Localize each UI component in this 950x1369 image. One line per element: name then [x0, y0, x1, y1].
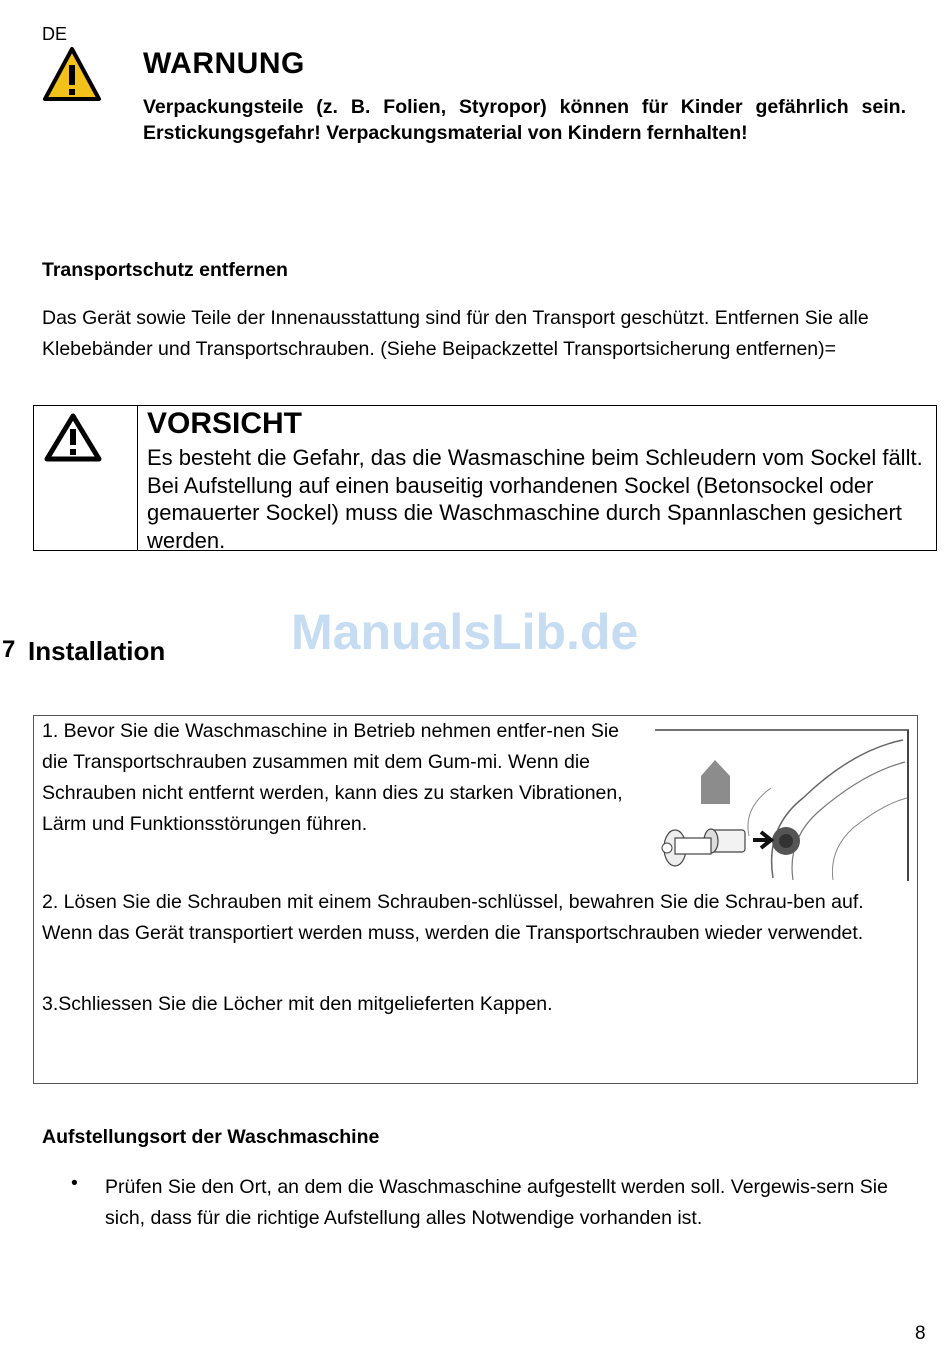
- installation-box: [33, 715, 918, 1084]
- watermark: ManualsLib.de: [291, 604, 639, 660]
- page-number: 8: [915, 1323, 926, 1344]
- transport-paragraph: Das Gerät sowie Teile der Innenausstattung sind für den Transport geschützt. Entfernen Sie alle Klebebänder und Transportschrauben. (Siehe Beipackzettel Transportsicherung entfernen)=: [42, 307, 869, 360]
- section-number: 7: [2, 636, 16, 663]
- warning-title: WARNUNG: [143, 47, 305, 80]
- section-title: Installation: [28, 636, 166, 666]
- language-label: DE: [42, 24, 68, 44]
- caution-triangle-icon: [43, 411, 103, 463]
- install-step-2: 2. Lösen Sie die Schrauben mit einem Schrauben-schlüssel, bewahren Sie die Schrau-ben auf. Wenn das Gerät transportiert werden muss, werden die Transportschrauben wieder verwendet.: [42, 891, 864, 944]
- caution-box: [33, 405, 937, 551]
- install-step-3: 3.Schliessen Sie die Löcher mit den mitgelieferten Kappen.: [42, 993, 553, 1015]
- caution-title: VORSICHT: [147, 407, 303, 440]
- caution-text: Es besteht die Gefahr, das die Wasmaschine beim Schleudern vom Sockel fällt. Bei Aufstellung auf einen bauseitig vorhandenen Sockel (Betonsockel oder gemauerter Sockel) muss die Waschmaschine durch Spannlaschen gesichert werden.: [147, 445, 923, 553]
- transport-screw-illustration: [653, 728, 911, 881]
- transport-heading: Transportschutz entfernen: [42, 259, 288, 281]
- bullet-icon: •: [71, 1172, 78, 1194]
- warning-triangle-icon: [42, 45, 102, 103]
- aufstellung-heading: Aufstellungsort der Waschmaschine: [42, 1126, 380, 1148]
- aufstellung-bullet-text: Prüfen Sie den Ort, an dem die Waschmaschine aufgestellt werden soll. Vergewis-sern Sie sich, dass für die richtige Aufstellung alles Notwendige vorhanden ist.: [105, 1176, 888, 1229]
- warning-text: Verpackungsteile (z. B. Folien, Styropor) können für Kinder gefährlich sein. Erstickungsgefahr! Verpackungsmaterial von Kindern fernhalten!: [143, 96, 906, 144]
- caution-divider: [137, 406, 138, 550]
- install-step-1: 1. Bevor Sie die Waschmaschine in Betrieb nehmen entfer-nen Sie die Transportschrauben zusammen mit dem Gum-mi. Wenn die Schrauben nicht entfernt werden, kann dies zu starken Vibrationen, Lärm und Funktionsstörungen führen.: [42, 720, 623, 835]
